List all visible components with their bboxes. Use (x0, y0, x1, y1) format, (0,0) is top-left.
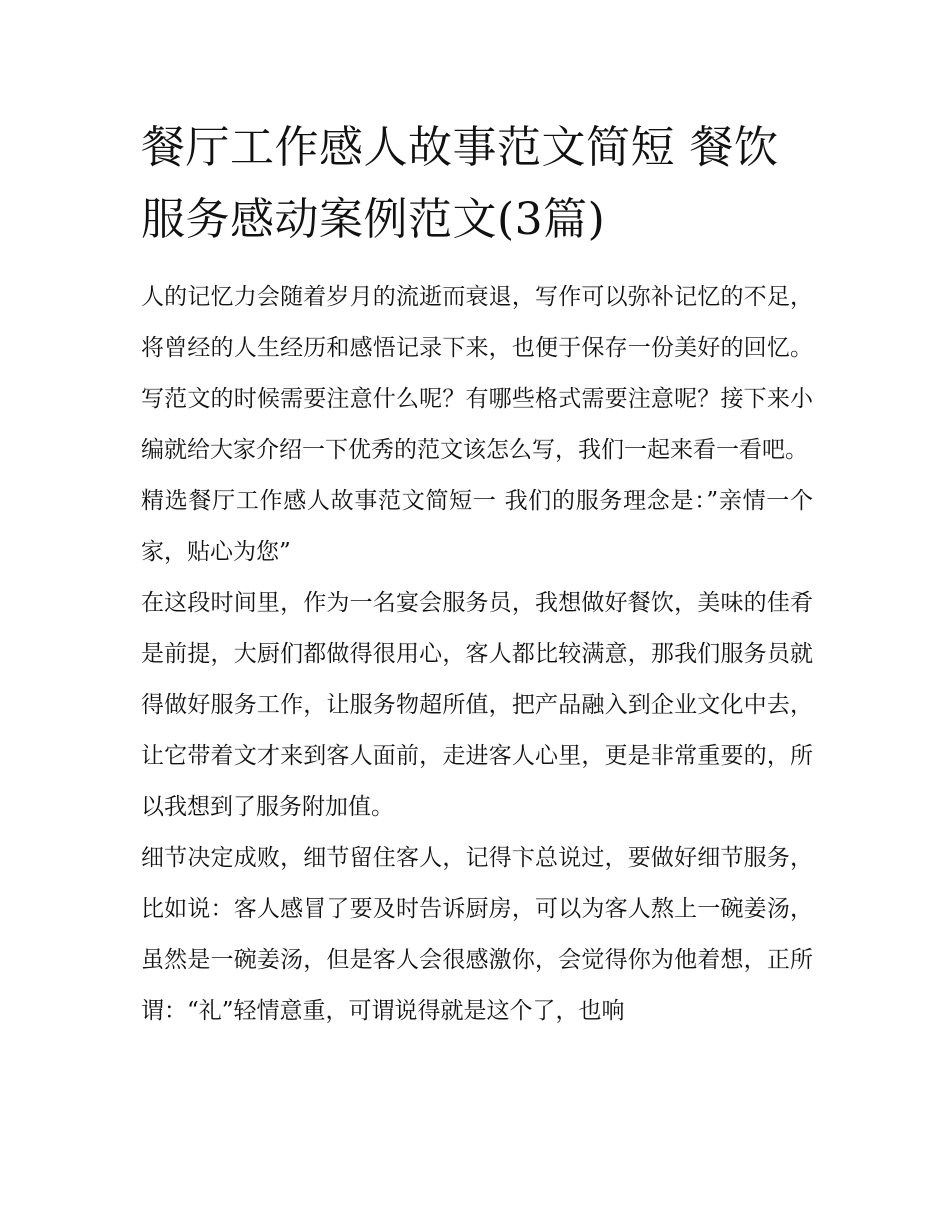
section-heading-paragraph: 精选餐厅工作感人故事范文简短一 我们的服务理念是：”亲情一个家，贴心为您” (141, 488, 813, 565)
document-body (141, 112, 813, 1037)
document-title: 餐厅工作感人故事范文简短 餐饮服务感动案例范文(3篇) (141, 122, 779, 245)
intro-paragraph: 人的记忆力会随着岁月的流逝而衰退，写作可以弥补记忆的不足，将曾经的人生经历和感悟记录下来，也便于保存一份美好的回忆。写范文的时候需要注意什么呢？有哪些格式需要注意呢？接下来小编就给大家介绍一下优秀的范文该怎么写，我们一起来看一看吧。 (141, 284, 813, 463)
body-paragraph: 细节决定成败，细节留住客人，记得卞总说过，要做好细节服务，比如说：客人感冒了要及时告诉厨房，可以为客人熬上一碗姜汤，虽然是一碗姜汤，但是客人会很感激你，会觉得你为他着想，正所谓：“礼”轻情意重，可谓说得就是这个了，也响 (141, 845, 813, 1024)
body-paragraph: 在这段时间里，作为一名宴会服务员，我想做好餐饮，美味的佳肴是前提，大厨们都做得很用心，客人都比较满意，那我们服务员就得做好服务工作，让服务物超所值，把产品融入到企业文化中去，让它带着文才来到客人面前，走进客人心里，更是非常重要的，所以我想到了服务附加值。 (141, 590, 813, 820)
